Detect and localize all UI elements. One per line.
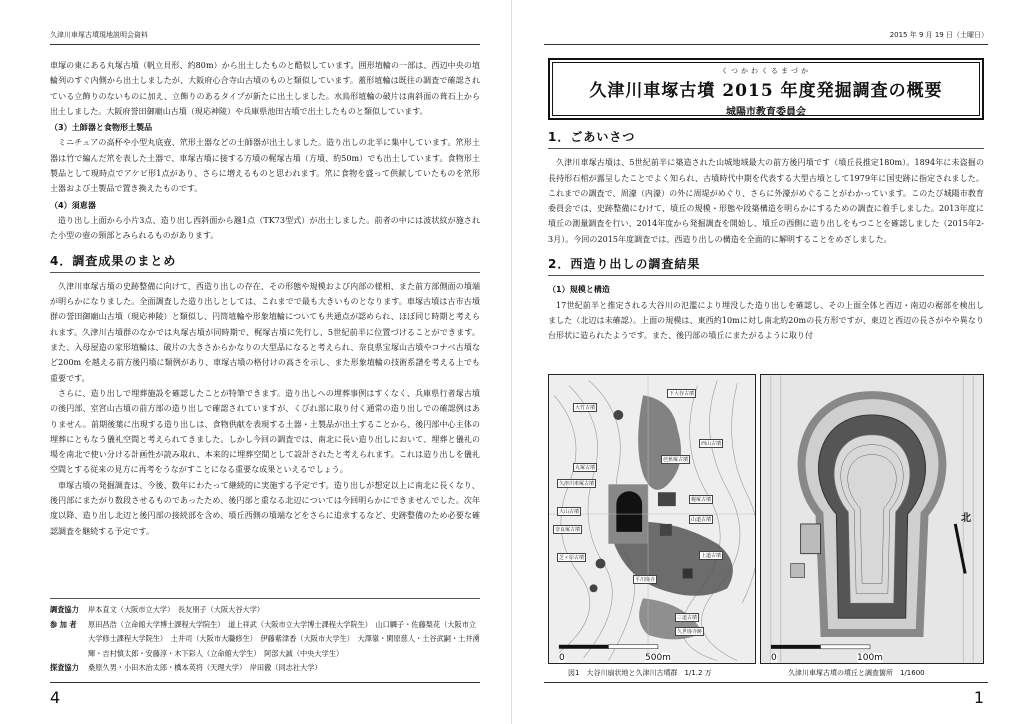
subsection-1-text: 17世紀前半と推定される大谷川の氾濫により埋没した造り出しを確認し、その上面全体と西辺・南辺の裾部を検出しました（北辺は未確認）。上面の規模は、東西約10mに対し南北約20mの長方形ですが、東辺と西辺の長さがやや異なり台形状に造られたようです。また、後円部の墳丘にまたがるように取り付 bbox=[548, 300, 984, 341]
credit-label: 調査協力 bbox=[50, 605, 79, 614]
scale-start: 0 bbox=[559, 653, 565, 663]
north-arrow-label: 北 bbox=[961, 513, 971, 524]
title-box-inner bbox=[552, 62, 980, 116]
left-column bbox=[50, 58, 480, 539]
map-label: 丸塚古墳 bbox=[575, 465, 596, 471]
figure-2-caption: 久津川車塚古墳の墳丘と調査箇所 1/1600 bbox=[788, 669, 925, 677]
footer-rule-right bbox=[544, 682, 988, 683]
scale-end: 500m bbox=[645, 653, 671, 663]
subsection-1-title: （1）規模と構造 bbox=[548, 285, 610, 295]
map-label: 芝ヶ原古墳 bbox=[559, 555, 585, 561]
subsection-4-title: （4）須恵器 bbox=[50, 200, 96, 210]
figure-1-caption: 図1 大谷川扇状地と久津川古墳群 1/1.2 万 bbox=[568, 669, 712, 677]
scale-start: 0 bbox=[771, 653, 777, 663]
tumulus-plan-map bbox=[760, 374, 984, 664]
document-title: 久津川車塚古墳 2015 年度発掘調査の概要 bbox=[589, 81, 943, 101]
title-box bbox=[548, 58, 984, 120]
subsection-3-text: ミニチュアの高杯や小型丸底壺、笊形土器などの土師器が出土しました。造り出しの北半に集中しています。笊形土器は竹で編んだ笊を表した土器で、車塚古墳に接する方墳の梶塚古墳（方墳、約50m）でも出土しています。食物形土製品として現時点でアケビ形1点があり、さらに増えるものと思われます。笊に食物を盛って供献していたものを笊形土器および土製品で置き換えたものです。 bbox=[50, 138, 480, 194]
subsection-4-text: 造り出し上面から小片3点、造り出し西斜面から𤭯1点（TK73型式）が出土しました。前者の中には波状紋が施された小型の壺の頸部とみられるものがあります。 bbox=[50, 215, 480, 241]
right-column bbox=[548, 130, 984, 344]
credit-text: 岸本直文（大阪市立大学） 長友朋子（大阪大谷大学） bbox=[88, 605, 265, 614]
map-label: 山道古墳 bbox=[691, 517, 712, 523]
credit-row bbox=[50, 618, 480, 662]
map-label: 奈良塚古墳 bbox=[555, 527, 581, 533]
map-label: 平川廃寺 bbox=[635, 577, 656, 583]
map-label: 三道古墳 bbox=[677, 615, 698, 621]
map-label: 西山古墳 bbox=[701, 441, 722, 447]
issuing-organization: 城陽市教育委員会 bbox=[726, 107, 806, 118]
credit-label: 探査協力 bbox=[50, 663, 79, 672]
map-label: 久世廃寺跡 bbox=[677, 629, 703, 635]
footer-rule-left bbox=[50, 682, 480, 683]
figure-area bbox=[548, 374, 984, 664]
header-rule-left bbox=[50, 44, 480, 45]
credit-label: 参 加 者 bbox=[50, 619, 77, 629]
header-rule-right bbox=[544, 44, 988, 45]
map-label: 大山古墳 bbox=[559, 509, 580, 515]
tumulus-group-map-image bbox=[549, 375, 755, 663]
map-label: 久津川車塚古墳 bbox=[559, 481, 595, 487]
map-label: 下大谷古墳 bbox=[669, 391, 695, 397]
section-2-title: 2．西造り出しの調査結果 bbox=[548, 257, 984, 276]
intro-paragraph: 車塚の東にある丸塚古墳（帆立貝形、約80m）から出土したものと酷似しています。囲形埴輪の一部は、西辺中央の埴輪列のすぐ内側から出土しましたが、大阪府心合寺山古墳のものと類似しています。蓋形埴輪は既往の調査で確認されている立飾りのないものに加え、立飾りのあるタイプが新たに出土しました。水鳥形埴輪の破片は南斜面の葺石上から出土しました。大阪府誉田御廟山古墳（現応神陵）や兵庫県池田古墳で出土したものと類似しています。 bbox=[50, 61, 480, 116]
running-head-right: 2015 年 9 月 19 日（土曜日） bbox=[889, 31, 988, 39]
credits-block bbox=[50, 598, 480, 676]
section-4-paragraph-1: 久津川車塚古墳の史跡整備に向けて、西造り出しの存在、その形態や規模および内部の様相、また前方部側面の墳端が明らかになりました。全面調査した造り出しとしては、これまでで最も大きいものとなります。車塚古墳は古市古墳群の誉田御廟山古墳（現応神陵）と類似し、円筒埴輪や形象埴輪についても共通点が認められ、ほぼ同じ時期と考えられます。久津川古墳群のなかでは丸塚古墳が同時期で、梶塚古墳に先行し、5世紀前半に位置づけることができます。また、入母屋造の家形埴輪は、破片の大きさからかなりの大型品になると考えられ、奈良県宝塚山古墳やコナベ古墳など200m を越える前方後円墳に類例があり、車塚古墳の格付けの高さを示し、また形象埴輪の技術系譜を考える上でも重要です。 bbox=[50, 281, 480, 383]
section-1-title: 1．ごあいさつ bbox=[548, 130, 984, 149]
section-4-paragraph-3: 車塚古墳の発掘調査は、今後、数年にわたって継続的に実施する予定です。造り出しが想定以上に南北に長くなり、後円部にまたがり数段させるものであったため、後円部と重なる北辺については今回明らかにできませんでした。次年度以降、造り出し北辺と後円部の接続部を含め、墳丘西側の墳端などをさらに追求するなど、史跡整備のため必要な確認調査を継続する予定です。 bbox=[50, 480, 480, 536]
section-4-paragraph-2: さらに、造り出しで埋葬施設を確認したことが特筆できます。造り出しへの埋葬事例はすくなく、兵庫県行者塚古墳の後円部、室宮山古墳の前方部の造り出しで確認されていますが、くびれ部に取り付く通常の造り出しでの確認例はありません。前期後葉に出現する造り出しは、食物供献を表現する土器・土製品が出土することから、後円部中心主体の埋葬にともなう儀礼空間と考えられてきました。しかし今回の調査では、南北に長い造り出しにおいて、埋葬と儀礼の場を南北で使い分ける計画性が読み取れ、本来的に埋葬空間として設計されたと考えられます。これは造り出しを儀礼空間とする従来の見方に再考をうながすことになる重要な成果といえるでしょう。 bbox=[50, 388, 480, 475]
page-number-right: 1 bbox=[973, 688, 984, 707]
credit-row bbox=[50, 661, 480, 676]
scale-end: 100m bbox=[857, 653, 883, 663]
credit-text: 桑原久男・小田木治太郎・橋本英将（天理大学） 岸田徹（同志社大学） bbox=[88, 663, 322, 672]
title-ruby: くつかわくるまづか bbox=[721, 67, 811, 75]
running-head-left: 久津川車塚古墳現地説明会資料 bbox=[50, 31, 148, 39]
map-label: 上道古墳 bbox=[701, 553, 722, 559]
map-label: 芭蕉塚古墳 bbox=[663, 457, 689, 463]
right-page bbox=[512, 0, 1024, 724]
credit-row bbox=[50, 603, 480, 618]
section-4-title: 4．調査成果のまとめ bbox=[50, 254, 480, 273]
map-label: 梶塚古墳 bbox=[691, 497, 712, 503]
credit-text: 原田昌浩（立命館大学博士課程大学院生） 道上祥武（大阪市立大学博士課程大学院生） 山口麟子・佐藤梨花（大阪市立大学修士課程大学院生） 土井司（大阪市大職修生） 伊藤紫津香（大阪市大学生） 大澤嶺・閑原慈人・土谷武嗣・土井湧輝・吉村慎太郎・安藤淳・木下彩人（立命館大学生） 阿部大誠（中央大学生） bbox=[88, 619, 480, 658]
page-number-left: 4 bbox=[50, 688, 61, 707]
subsection-3-title: （3）土師器と食物形土製品 bbox=[50, 123, 153, 133]
map-label: 大竹古墳 bbox=[575, 405, 596, 411]
section-1-text: 久津川車塚古墳は、5世紀前半に築造された山城地域最大の前方後円墳です（墳丘長推定180m）。1894年に未盗掘の長持形石棺が露呈したことでよく知られ、古墳時代中期を代表する大型古墳として1979年に国史跡に指定されました。これまでの調査で、周濠（内濠）の外に周堤がめぐり、さらに外濠がめぐることがわかっています。このたび城陽市教育委員会では、史跡整備にむけて、墳丘の規模・形態や段築構造を明らかにするための調査に着手しました。2013年度に墳丘の測量調査を行い、2014年度から発掘調査を開始し、墳丘の西側に造り出しをもつことを確認しました（2015年2-3月）。今回の2015年度調査では、西造り出しの構造を全面的に解明することをめざしました。 bbox=[548, 158, 984, 244]
tumulus-plan-image bbox=[761, 375, 983, 663]
tumulus-group-map bbox=[548, 374, 756, 664]
